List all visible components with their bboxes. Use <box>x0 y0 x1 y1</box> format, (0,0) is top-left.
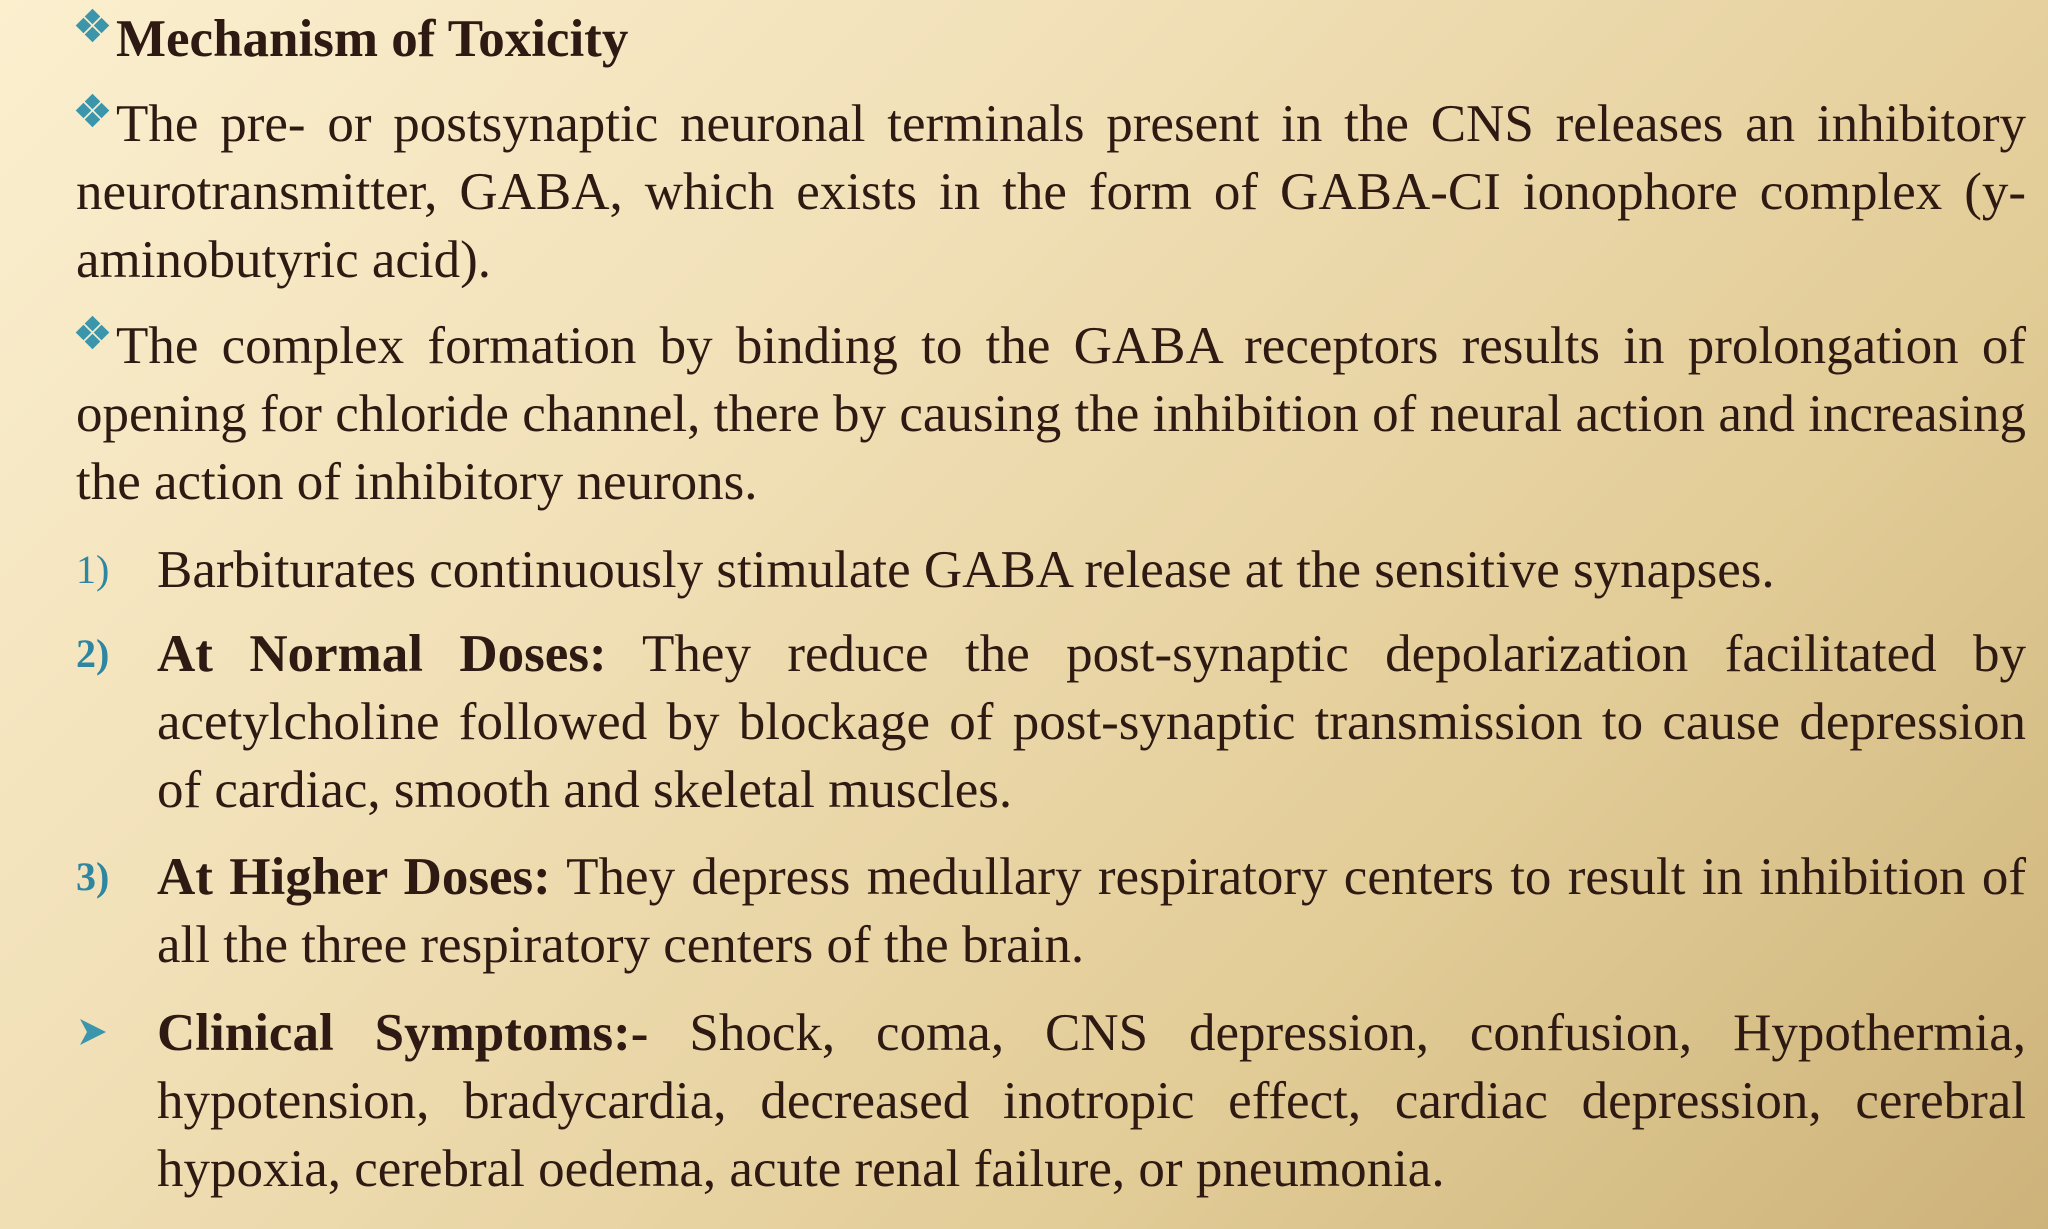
heading-row <box>76 5 2026 73</box>
slide-title <box>76 5 2026 73</box>
diamond-bullet-icon <box>76 94 112 126</box>
paragraph-2-text: The complex formation by binding to the GABA receptors results in prolongation of opening for chloride channel, there by causing the inhibition of neural action and increasing the action of inhibitory neurons. <box>76 317 2026 511</box>
list-marker: 3) <box>76 854 110 899</box>
paragraph-1-text: The pre- or postsynaptic neuronal terminals present in the CNS releases an inhibitory neurotransmitter, GABA, which exists in the form of GABA-CI ionophore complex (y-aminobutyric acid). <box>76 95 2026 289</box>
diamond-bullet-icon <box>76 316 112 348</box>
list-marker: 1) <box>76 547 110 592</box>
list-item-text: Barbiturates continuously stimulate GABA release at the sensitive synapses. <box>157 541 1775 599</box>
arrowhead-bullet-icon <box>78 1017 108 1047</box>
slide <box>76 0 2026 1229</box>
list-item-text: They depress medullary respiratory centers to result in inhibition of all the three respiratory centers of the brain. <box>157 848 2026 974</box>
list-item-label: At Higher Doses: <box>157 848 551 906</box>
symptoms-label: Clinical Symptoms:- <box>157 1004 649 1062</box>
list-item-text: They reduce the post-synaptic depolarization facilitated by acetylcholine followed by blockage of post-synaptic transmission to cause depression of cardiac, smooth and skeletal muscles. <box>157 625 2026 819</box>
paragraph-1 <box>76 90 2026 294</box>
diamond-bullet-icon <box>76 9 112 41</box>
symptoms-text: Shock, coma, CNS depression, confusion, Hypothermia, hypotension, bradycardia, decreased inotropic effect, cardiac depression, cerebral hypoxia, cerebral oedema, acute renal failure, or pneumonia. <box>157 1004 2026 1198</box>
list-marker: 2) <box>76 631 110 676</box>
paragraph-2 <box>76 312 2026 516</box>
slide-title-text: Mechanism of Toxicity <box>116 10 629 68</box>
list-item-label: At Normal Doses: <box>157 625 607 683</box>
